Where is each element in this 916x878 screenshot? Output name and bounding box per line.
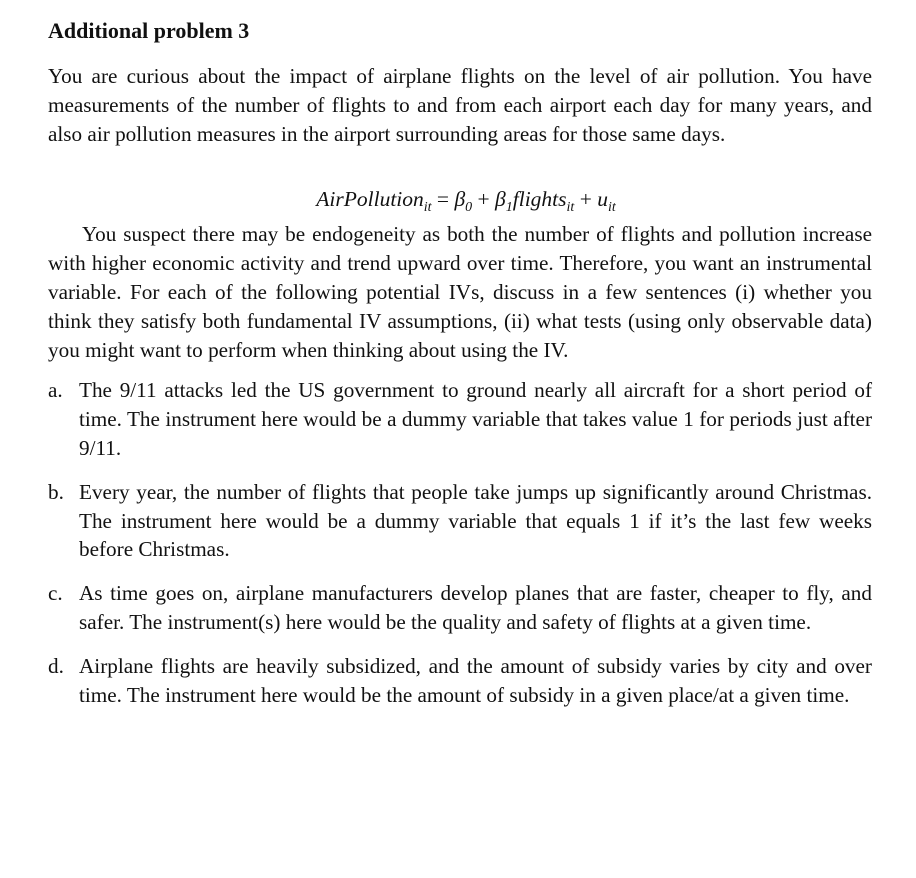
list-item-text: Every year, the number of flights that people take jumps up significantly around Christmas. The instrument here would be a dummy variable that equals 1 if it’s the last few weeks before Christmas. bbox=[79, 479, 872, 562]
equation-lhs: AirPollution bbox=[316, 187, 424, 212]
list-item bbox=[48, 376, 872, 462]
body-paragraph: You suspect there may be endogeneity as both the number of flights and pollution increase with higher economic activity and trend upward over time. Therefore, you want an instrumental variable. For each of the following potential IVs, discuss in a few sentences (i) whether you think they satisfy both fundamental IV assumptions, (ii) what tests (using only observable data) you might want to perform when thinking about using the IV. bbox=[48, 222, 872, 362]
list-item-marker: d. bbox=[48, 653, 64, 678]
equation-plus-2: + bbox=[574, 187, 598, 212]
intro-paragraph: You are curious about the impact of airplane flights on the level of air pollution. You have measurements of the number of flights to and from each airport each day for many years, and also air pollution measures in the airport surrounding areas for those same days. bbox=[48, 64, 872, 146]
list-item-text: As time goes on, airplane manufacturers develop planes that are faster, cheaper to fly, and safer. The instrument(s) here would be the quality and safety of flights at a given time. bbox=[79, 581, 872, 634]
list-item-marker: c. bbox=[48, 581, 63, 606]
list-item-text: Airplane flights are heavily subsidized, and the amount of subsidy varies by city and over time. The instrument here would be the amount of subsidy in a given place/at a given time. bbox=[79, 653, 872, 707]
equation-equals: = bbox=[431, 187, 455, 212]
equation-plus-1: + bbox=[472, 187, 496, 212]
list-item bbox=[48, 478, 872, 564]
list-item bbox=[48, 579, 872, 637]
list-item-marker: a. bbox=[48, 378, 63, 403]
equation-flights-subscript: it bbox=[566, 200, 575, 216]
equation-beta0: β bbox=[454, 187, 466, 212]
equation-lhs-subscript: it bbox=[423, 200, 432, 216]
problem-title: Additional problem 3 bbox=[48, 18, 250, 43]
equation-error-subscript: it bbox=[607, 200, 616, 216]
equation-beta1-subscript: 1 bbox=[505, 200, 513, 216]
regression-equation bbox=[48, 184, 872, 214]
list-item bbox=[48, 652, 872, 710]
iv-list bbox=[48, 376, 872, 709]
equation-flights: flights bbox=[512, 187, 567, 212]
equation-beta0-subscript: 0 bbox=[465, 200, 473, 216]
equation-error: u bbox=[597, 187, 608, 212]
list-item-marker: b. bbox=[48, 479, 64, 504]
equation-beta1: β bbox=[495, 187, 506, 212]
list-item-text: The 9/11 attacks led the US government to ground nearly all aircraft for a short period of time. The instrument here would be a dummy variable that takes value 1 for periods just after 9/11. bbox=[79, 378, 872, 460]
